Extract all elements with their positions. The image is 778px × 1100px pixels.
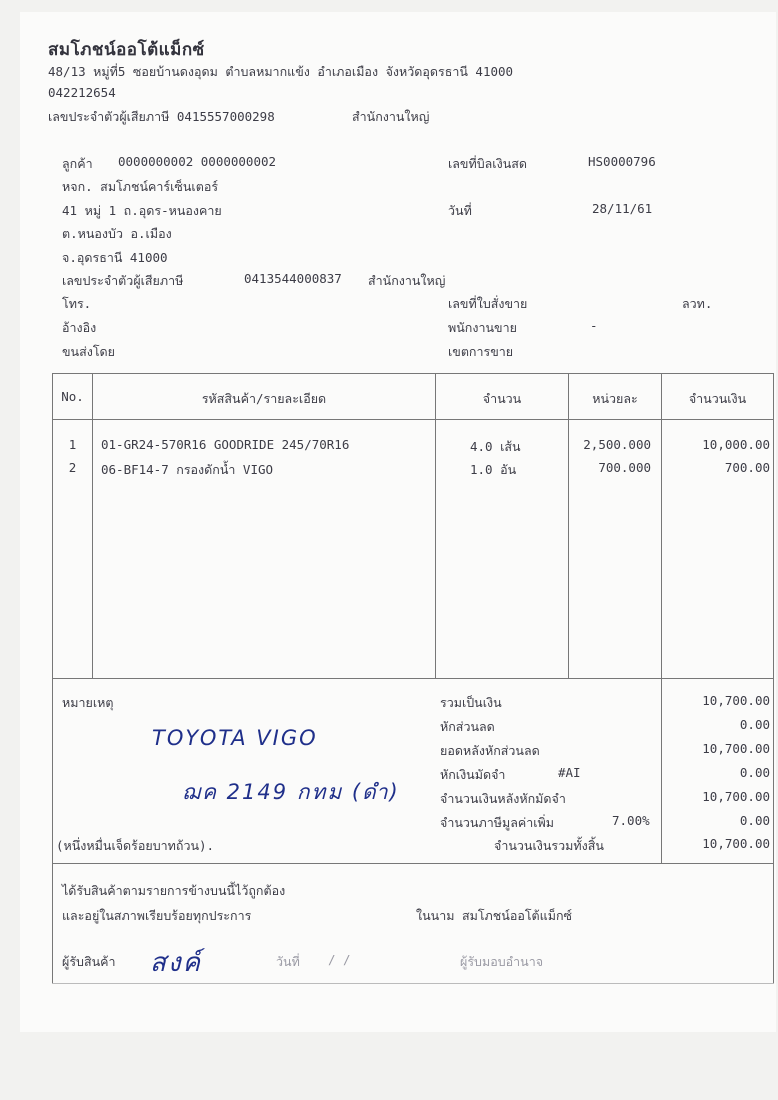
receiver-signature: สงค์ xyxy=(150,948,202,978)
row-amount: 10,000.00 xyxy=(702,437,770,452)
col-divider-no xyxy=(92,373,93,678)
grand-total-value: 10,700.00 xyxy=(702,836,770,851)
customer-address-1: 41 หมู่ 1 ถ.อุดร-หนองคาย xyxy=(62,203,222,218)
company-branch: สำนักงานใหญ่ xyxy=(352,109,430,124)
authorized-person-label: ผู้รับมอบอำนาจ xyxy=(460,954,544,969)
sales-order-value: ลวท. xyxy=(682,296,713,311)
after-discount-value: 10,700.00 xyxy=(702,741,770,756)
footer-left-border xyxy=(52,863,53,983)
salesman-label: พนักงานขาย xyxy=(448,320,517,335)
company-address: 48/13 หมู่ที่5 ซอยบ้านดงอุดม ตำบลหมากแข้ง อำเภอเมือง จังหวัดอุดรธานี 41000 xyxy=(48,64,514,79)
customer-tax-label: เลขประจำตัวผู้เสียภาษี xyxy=(62,273,184,288)
grand-total-label: จำนวนเงินรวมทั้งสิ้น xyxy=(494,838,604,853)
handwritten-license-plate: ฌค 2149 กทม (ดำ) xyxy=(182,780,400,804)
after-discount-label: ยอดหลังหักส่วนลด xyxy=(440,743,540,758)
amount-in-words: (หนึ่งหมื่นเจ็ดร้อยบาทถ้วน). xyxy=(56,838,215,853)
row-quantity: 4.0 เส้น xyxy=(470,439,521,454)
col-divider-desc xyxy=(435,373,436,678)
customer-tax-id: 0413544000837 xyxy=(244,271,342,286)
deposit-note: #AI xyxy=(558,765,581,780)
row-quantity: 1.0 อัน xyxy=(470,462,517,477)
sales-area-label: เขตการขาย xyxy=(448,344,514,359)
company-name: สมโภชน์ออโต้แม็กซ์ xyxy=(48,40,205,60)
on-behalf-label: ในนาม สมโภชน์ออโต้แม็กซ์ xyxy=(416,908,573,923)
receive-date-label: วันที่ xyxy=(276,954,300,969)
bill-no: HS0000796 xyxy=(588,154,656,169)
receiver-label: ผู้รับสินค้า xyxy=(62,954,116,969)
header-amount: จำนวนเงิน xyxy=(688,391,747,406)
bill-no-label: เลขที่บิลเงินสด xyxy=(448,156,527,171)
row-unit-price: 2,500.000 xyxy=(583,437,651,452)
header-description: รหัสสินค้า/รายละเอียด xyxy=(201,391,327,406)
vat-rate: 7.00% xyxy=(612,813,650,828)
date-label: วันที่ xyxy=(448,203,472,218)
table-header-border xyxy=(52,419,774,420)
customer-branch: สำนักงานใหญ่ xyxy=(368,273,446,288)
sales-order-label: เลขที่ใบสั่งขาย xyxy=(448,296,528,311)
handwritten-vehicle-model: TOYOTA VIGO xyxy=(152,726,318,750)
reference-label: อ้างอิง xyxy=(62,320,97,335)
footer-right-border xyxy=(773,863,774,983)
header-quantity: จำนวน xyxy=(482,391,522,406)
header-unit-price: หน่วยละ xyxy=(592,391,638,406)
table-left-border xyxy=(52,373,53,678)
totals-left-border xyxy=(52,678,53,863)
deposit-label: หักเงินมัดจำ xyxy=(440,767,506,782)
receive-date-slashes: / / xyxy=(328,952,351,967)
customer-label: ลูกค้า xyxy=(62,156,93,171)
received-statement-1: ได้รับสินค้าตามรายการข้างบนนี้ไว้ถูกต้อง xyxy=(62,883,286,898)
vat-label: จำนวนภาษีมูลค่าเพิ่ม xyxy=(440,815,554,830)
footer-bottom-border xyxy=(52,983,774,984)
after-deposit-value: 10,700.00 xyxy=(702,789,770,804)
row-description: 01-GR24-570R16 GOODRIDE 245/70R16 xyxy=(101,437,350,452)
salesman-value: - xyxy=(590,318,598,333)
row-unit-price: 700.000 xyxy=(598,460,651,475)
discount-label: หักส่วนลด xyxy=(440,719,495,734)
remarks-label: หมายเหตุ xyxy=(62,695,114,710)
customer-address-2: ต.หนองบัว อ.เมือง xyxy=(62,226,172,241)
customer-codes: 0000000002 0000000002 xyxy=(118,154,277,169)
company-tax-id: เลขประจำตัวผู้เสียภาษี 0415557000298 xyxy=(48,109,275,124)
vat-value: 0.00 xyxy=(739,813,770,828)
subtotal-label: รวมเป็นเงิน xyxy=(440,695,502,710)
customer-phone-label: โทร. xyxy=(62,296,92,311)
subtotal-value: 10,700.00 xyxy=(702,693,770,708)
discount-value: 0.00 xyxy=(739,717,770,732)
company-phone: 042212654 xyxy=(48,85,116,100)
row-no: 1 xyxy=(68,437,77,452)
customer-address-3: จ.อุดรธานี 41000 xyxy=(62,250,168,265)
shipping-label: ขนส่งโดย xyxy=(62,344,115,359)
customer-name: หจก. สมโภชน์คาร์เซ็นเตอร์ xyxy=(62,179,219,194)
table-top-border xyxy=(52,373,774,374)
after-deposit-label: จำนวนเงินหลังหักมัดจำ xyxy=(440,791,566,806)
col-divider-price xyxy=(661,373,662,678)
row-amount: 700.00 xyxy=(724,460,770,475)
deposit-value: 0.00 xyxy=(739,765,770,780)
header-no: No. xyxy=(61,389,84,404)
table-bottom-border xyxy=(52,678,774,679)
received-statement-2: และอยู่ในสภาพเรียบร้อยทุกประการ xyxy=(62,908,252,923)
table-right-border xyxy=(773,373,774,678)
date-value: 28/11/61 xyxy=(592,201,653,216)
row-description: 06-BF14-7 กรองดักน้ำ VIGO xyxy=(101,462,274,477)
totals-right-border xyxy=(773,678,774,863)
col-divider-qty xyxy=(568,373,569,678)
totals-bottom-border xyxy=(52,863,774,864)
row-no: 2 xyxy=(68,460,77,475)
